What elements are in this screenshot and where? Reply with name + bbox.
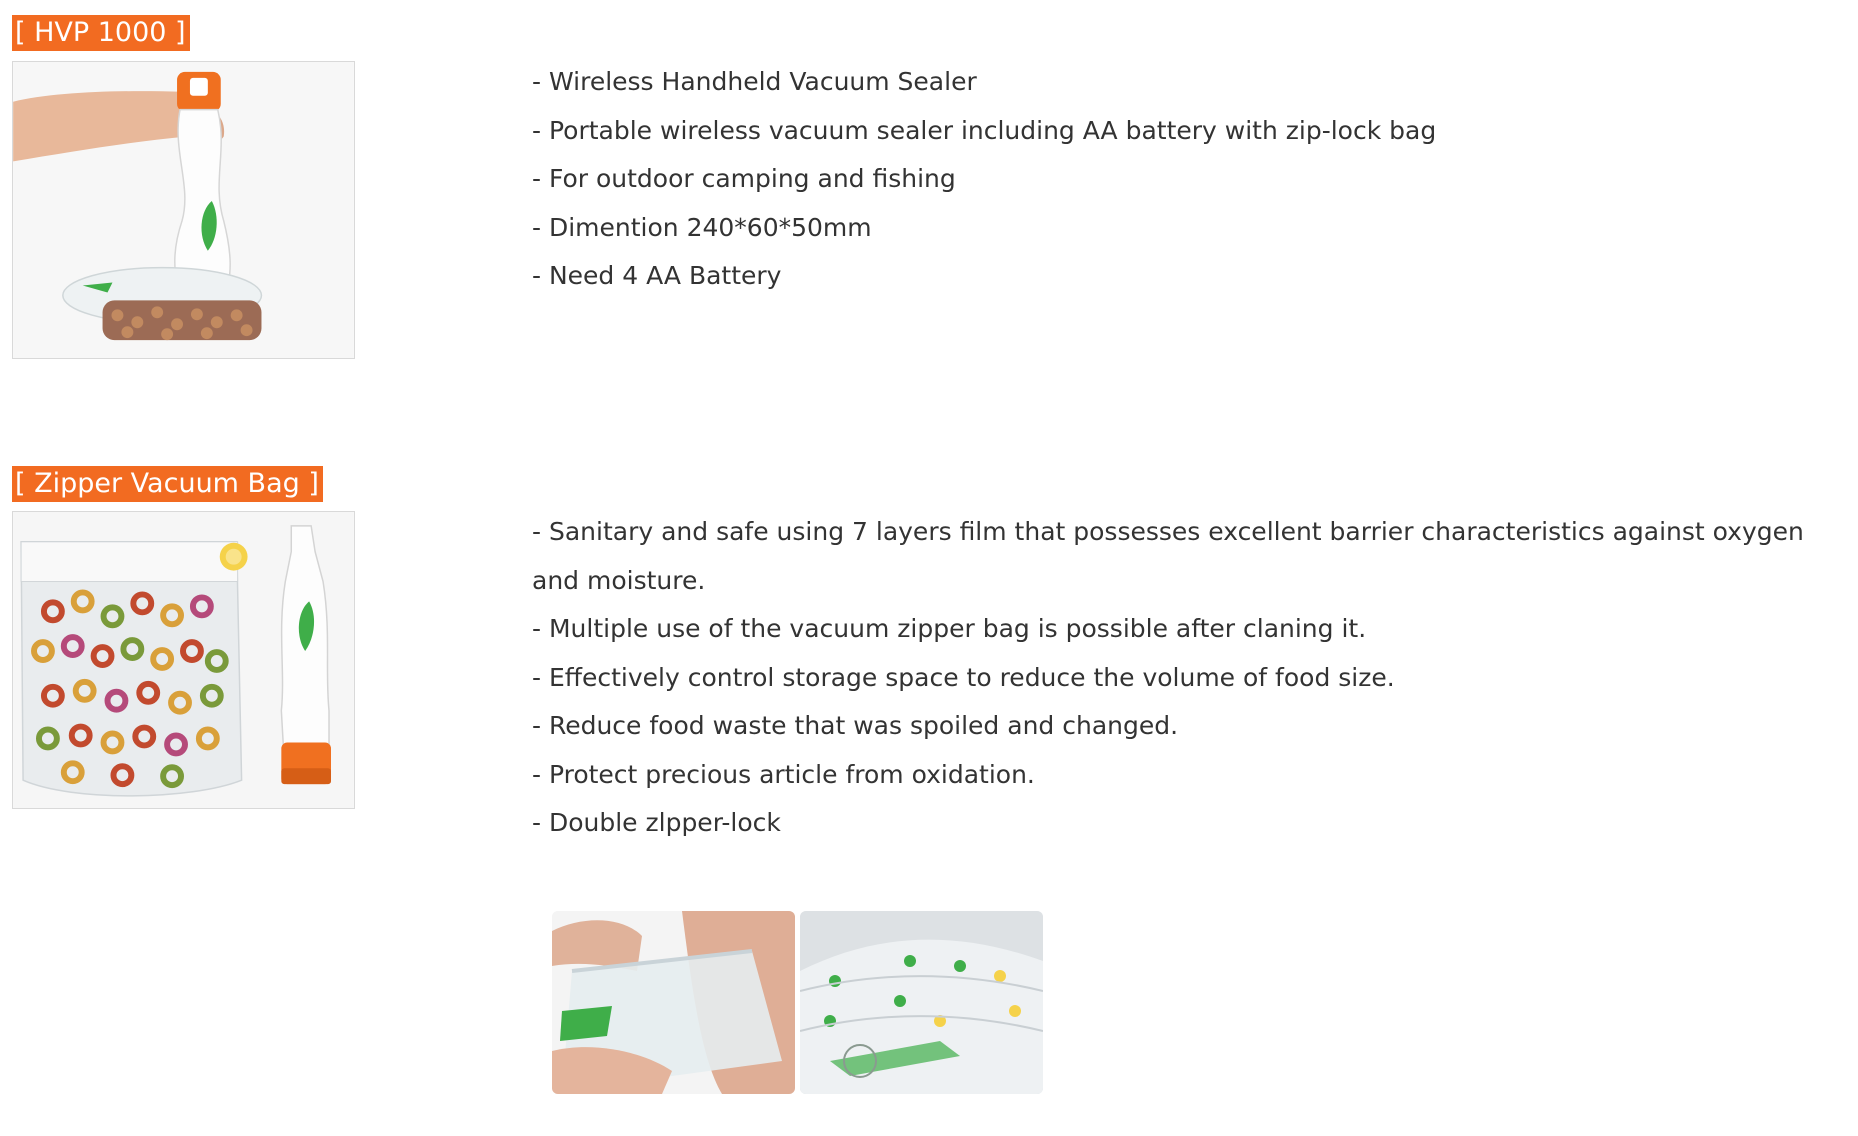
feature-item: - Need 4 AA Battery xyxy=(532,261,782,290)
feature-item: - Dimention 240*60*50mm xyxy=(532,212,872,242)
feature-item: - Double zlpper-lock xyxy=(532,808,781,837)
feature-item: - Multiple use of the vacuum zipper bag is possible after claning it. xyxy=(532,614,1367,643)
feature-item: - Protect precious article from oxidation. xyxy=(532,759,1035,789)
section-title-hvp1000: [ HVP 1000 ] xyxy=(12,15,190,51)
feature-item: - Effectively control storage space to reduce the volume of food size. xyxy=(532,662,1395,692)
section-title-zipper-bag: [ Zipper Vacuum Bag ] xyxy=(12,466,323,502)
hvp1000-product-photo xyxy=(12,61,355,359)
hvp1000-feature-list xyxy=(532,58,1812,301)
feature-item: - Wireless Handheld Vacuum Sealer xyxy=(532,67,977,96)
feature-item: - For outdoor camping and fishing xyxy=(532,164,956,193)
zipper-bag-feature-list xyxy=(532,508,1812,848)
zipper-bags-stack-photo xyxy=(800,911,1043,1094)
zipper-opening-photo xyxy=(552,911,795,1094)
zipper-bag-product-photo xyxy=(12,511,355,809)
feature-item: - Sanitary and safe using 7 layers film that possesses excellent barrier characteristics against oxygen and moisture. xyxy=(532,517,1804,595)
feature-item: - Portable wireless vacuum sealer including AA battery with zip-lock bag xyxy=(532,115,1437,145)
feature-item: - Reduce food waste that was spoiled and changed. xyxy=(532,711,1179,740)
